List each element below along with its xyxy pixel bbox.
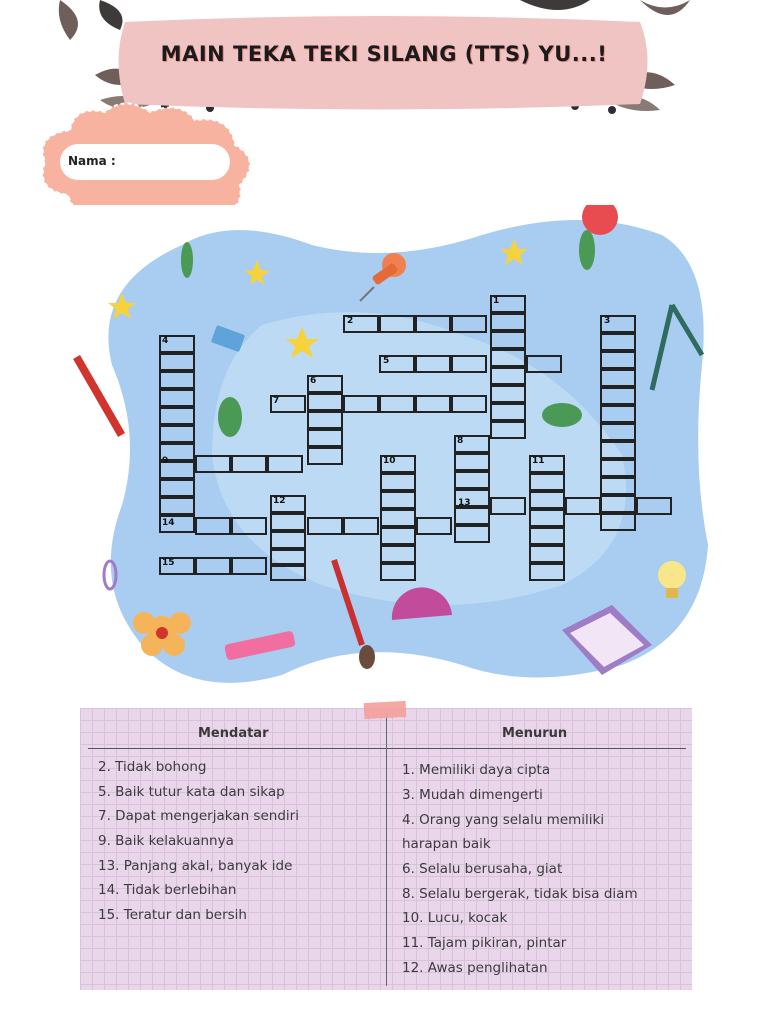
crossword-cell[interactable] bbox=[600, 369, 636, 387]
crossword-cell[interactable] bbox=[415, 355, 451, 373]
crossword-cell[interactable] bbox=[159, 371, 195, 389]
crossword-cell[interactable] bbox=[159, 389, 195, 407]
clue-number: 4 bbox=[162, 336, 169, 346]
across-clue: 13. Panjang akal, banyak ide bbox=[98, 858, 293, 874]
tape-decoration bbox=[364, 701, 407, 719]
crossword-cell[interactable] bbox=[490, 349, 526, 367]
crossword-cell[interactable] bbox=[307, 447, 343, 465]
crossword-cell[interactable] bbox=[529, 527, 565, 545]
crossword-cell[interactable] bbox=[600, 441, 636, 459]
crossword-cell[interactable] bbox=[490, 497, 526, 515]
crossword-cell[interactable] bbox=[529, 491, 565, 509]
crossword-cell[interactable] bbox=[600, 351, 636, 369]
crossword-cell[interactable] bbox=[565, 497, 601, 515]
clue-number: 11 bbox=[532, 456, 545, 466]
crossword-cell[interactable] bbox=[159, 497, 195, 515]
crossword-cell[interactable] bbox=[415, 315, 451, 333]
crossword-cell[interactable] bbox=[490, 331, 526, 349]
crossword-cell[interactable] bbox=[600, 405, 636, 423]
crossword-cell[interactable] bbox=[159, 479, 195, 497]
crossword-cell[interactable] bbox=[267, 455, 303, 473]
crossword-cell[interactable] bbox=[454, 471, 490, 489]
down-clue: 12. Awas penglihatan bbox=[402, 960, 548, 976]
crossword-cell[interactable] bbox=[379, 395, 415, 413]
across-clue: 14. Tidak berlebihan bbox=[98, 882, 237, 898]
clue-number: 13 bbox=[458, 498, 471, 508]
crossword-cell[interactable] bbox=[451, 355, 487, 373]
crossword-cell[interactable] bbox=[307, 393, 343, 411]
crossword-cell[interactable] bbox=[600, 423, 636, 441]
name-field-label: Nama : bbox=[68, 154, 116, 168]
crossword-cell[interactable] bbox=[490, 421, 526, 439]
down-clue: 4. Orang yang selalu memiliki bbox=[402, 812, 605, 828]
crossword-cell[interactable] bbox=[600, 333, 636, 351]
crossword-cell[interactable] bbox=[159, 425, 195, 443]
crossword-cell[interactable] bbox=[490, 385, 526, 403]
clue-number: 10 bbox=[383, 456, 396, 466]
crossword-cell[interactable] bbox=[454, 507, 490, 525]
crossword-cell[interactable] bbox=[490, 367, 526, 385]
crossword-cell[interactable] bbox=[600, 477, 636, 495]
down-clue: harapan baik bbox=[402, 836, 491, 852]
crossword-cell[interactable] bbox=[195, 557, 231, 575]
crossword-cell[interactable] bbox=[379, 315, 415, 333]
crossword-cell[interactable] bbox=[307, 411, 343, 429]
crossword-cell[interactable] bbox=[195, 517, 231, 535]
crossword-cell[interactable] bbox=[490, 403, 526, 421]
clue-number: 5 bbox=[383, 356, 390, 366]
crossword-cell[interactable] bbox=[380, 563, 416, 581]
crossword-cell[interactable] bbox=[380, 527, 416, 545]
crossword-cell[interactable] bbox=[600, 495, 636, 513]
down-heading: Menurun bbox=[502, 726, 568, 741]
across-clue: 15. Teratur dan bersih bbox=[98, 907, 247, 923]
crossword-cell[interactable] bbox=[416, 517, 452, 535]
crossword-cell[interactable] bbox=[600, 387, 636, 405]
clues-panel bbox=[80, 708, 692, 990]
crossword-cell[interactable] bbox=[529, 545, 565, 563]
crossword-cell[interactable] bbox=[159, 353, 195, 371]
clue-number: 8 bbox=[457, 436, 464, 446]
down-clue: 1. Memiliki daya cipta bbox=[402, 762, 551, 778]
crossword-cell[interactable] bbox=[195, 455, 231, 473]
crossword-cell[interactable] bbox=[343, 517, 379, 535]
clue-number: 1 bbox=[493, 296, 500, 306]
crossword-cell[interactable] bbox=[270, 531, 306, 549]
crossword-cell[interactable] bbox=[270, 563, 306, 581]
crossword-cell[interactable] bbox=[529, 473, 565, 491]
across-clue: 5. Baik tutur kata dan sikap bbox=[98, 784, 285, 800]
header-divider bbox=[88, 748, 686, 749]
clue-number: 2 bbox=[347, 316, 354, 326]
crossword-cell[interactable] bbox=[490, 313, 526, 331]
crossword-cell[interactable] bbox=[636, 497, 672, 515]
clue-number: 3 bbox=[604, 316, 611, 326]
clue-number: 6 bbox=[310, 376, 317, 386]
crossword-cell[interactable] bbox=[307, 517, 343, 535]
crossword-cell[interactable] bbox=[529, 563, 565, 581]
clue-number: 12 bbox=[273, 496, 286, 506]
down-clue: 11. Tajam pikiran, pintar bbox=[402, 935, 567, 951]
crossword-cell[interactable] bbox=[307, 429, 343, 447]
crossword-cell[interactable] bbox=[380, 545, 416, 563]
clue-number: 9 bbox=[162, 456, 169, 466]
clue-number: 7 bbox=[273, 396, 280, 406]
crossword-cell[interactable] bbox=[415, 395, 451, 413]
page-title: MAIN TEKA TEKI SILANG (TTS) YU...! bbox=[160, 42, 608, 66]
clue-number: 14 bbox=[162, 518, 175, 528]
across-clue: 2. Tidak bohong bbox=[98, 759, 207, 775]
crossword-cell[interactable] bbox=[231, 455, 267, 473]
crossword-cell[interactable] bbox=[526, 355, 562, 373]
across-clue: 7. Dapat mengerjakan sendiri bbox=[98, 808, 299, 824]
clue-number: 15 bbox=[162, 558, 175, 568]
down-clue: 3. Mudah dimengerti bbox=[402, 787, 543, 803]
crossword-grid bbox=[62, 205, 708, 700]
crossword-cell[interactable] bbox=[451, 315, 487, 333]
crossword-cell[interactable] bbox=[380, 491, 416, 509]
down-clue: 8. Selalu bergerak, tidak bisa diam bbox=[402, 886, 638, 902]
crossword-cell[interactable] bbox=[600, 459, 636, 477]
name-input-area[interactable] bbox=[118, 148, 228, 174]
crossword-cell[interactable] bbox=[451, 395, 487, 413]
down-clue: 10. Lucu, kocak bbox=[402, 910, 508, 926]
crossword-cell[interactable] bbox=[343, 395, 379, 413]
crossword-cell[interactable] bbox=[159, 407, 195, 425]
crossword-cell[interactable] bbox=[454, 453, 490, 471]
crossword-cell[interactable] bbox=[529, 509, 565, 527]
crossword-cell[interactable] bbox=[600, 513, 636, 531]
down-clue: 6. Selalu berusaha, giat bbox=[402, 861, 563, 877]
across-clue: 9. Baik kelakuannya bbox=[98, 833, 234, 849]
crossword-cell[interactable] bbox=[380, 473, 416, 491]
crossword-cell[interactable] bbox=[270, 513, 306, 531]
crossword-cell[interactable] bbox=[454, 525, 490, 543]
crossword-cell[interactable] bbox=[380, 509, 416, 527]
across-heading: Mendatar bbox=[198, 726, 269, 741]
crossword-cell[interactable] bbox=[231, 557, 267, 575]
column-divider bbox=[386, 714, 387, 986]
crossword-cell[interactable] bbox=[231, 517, 267, 535]
